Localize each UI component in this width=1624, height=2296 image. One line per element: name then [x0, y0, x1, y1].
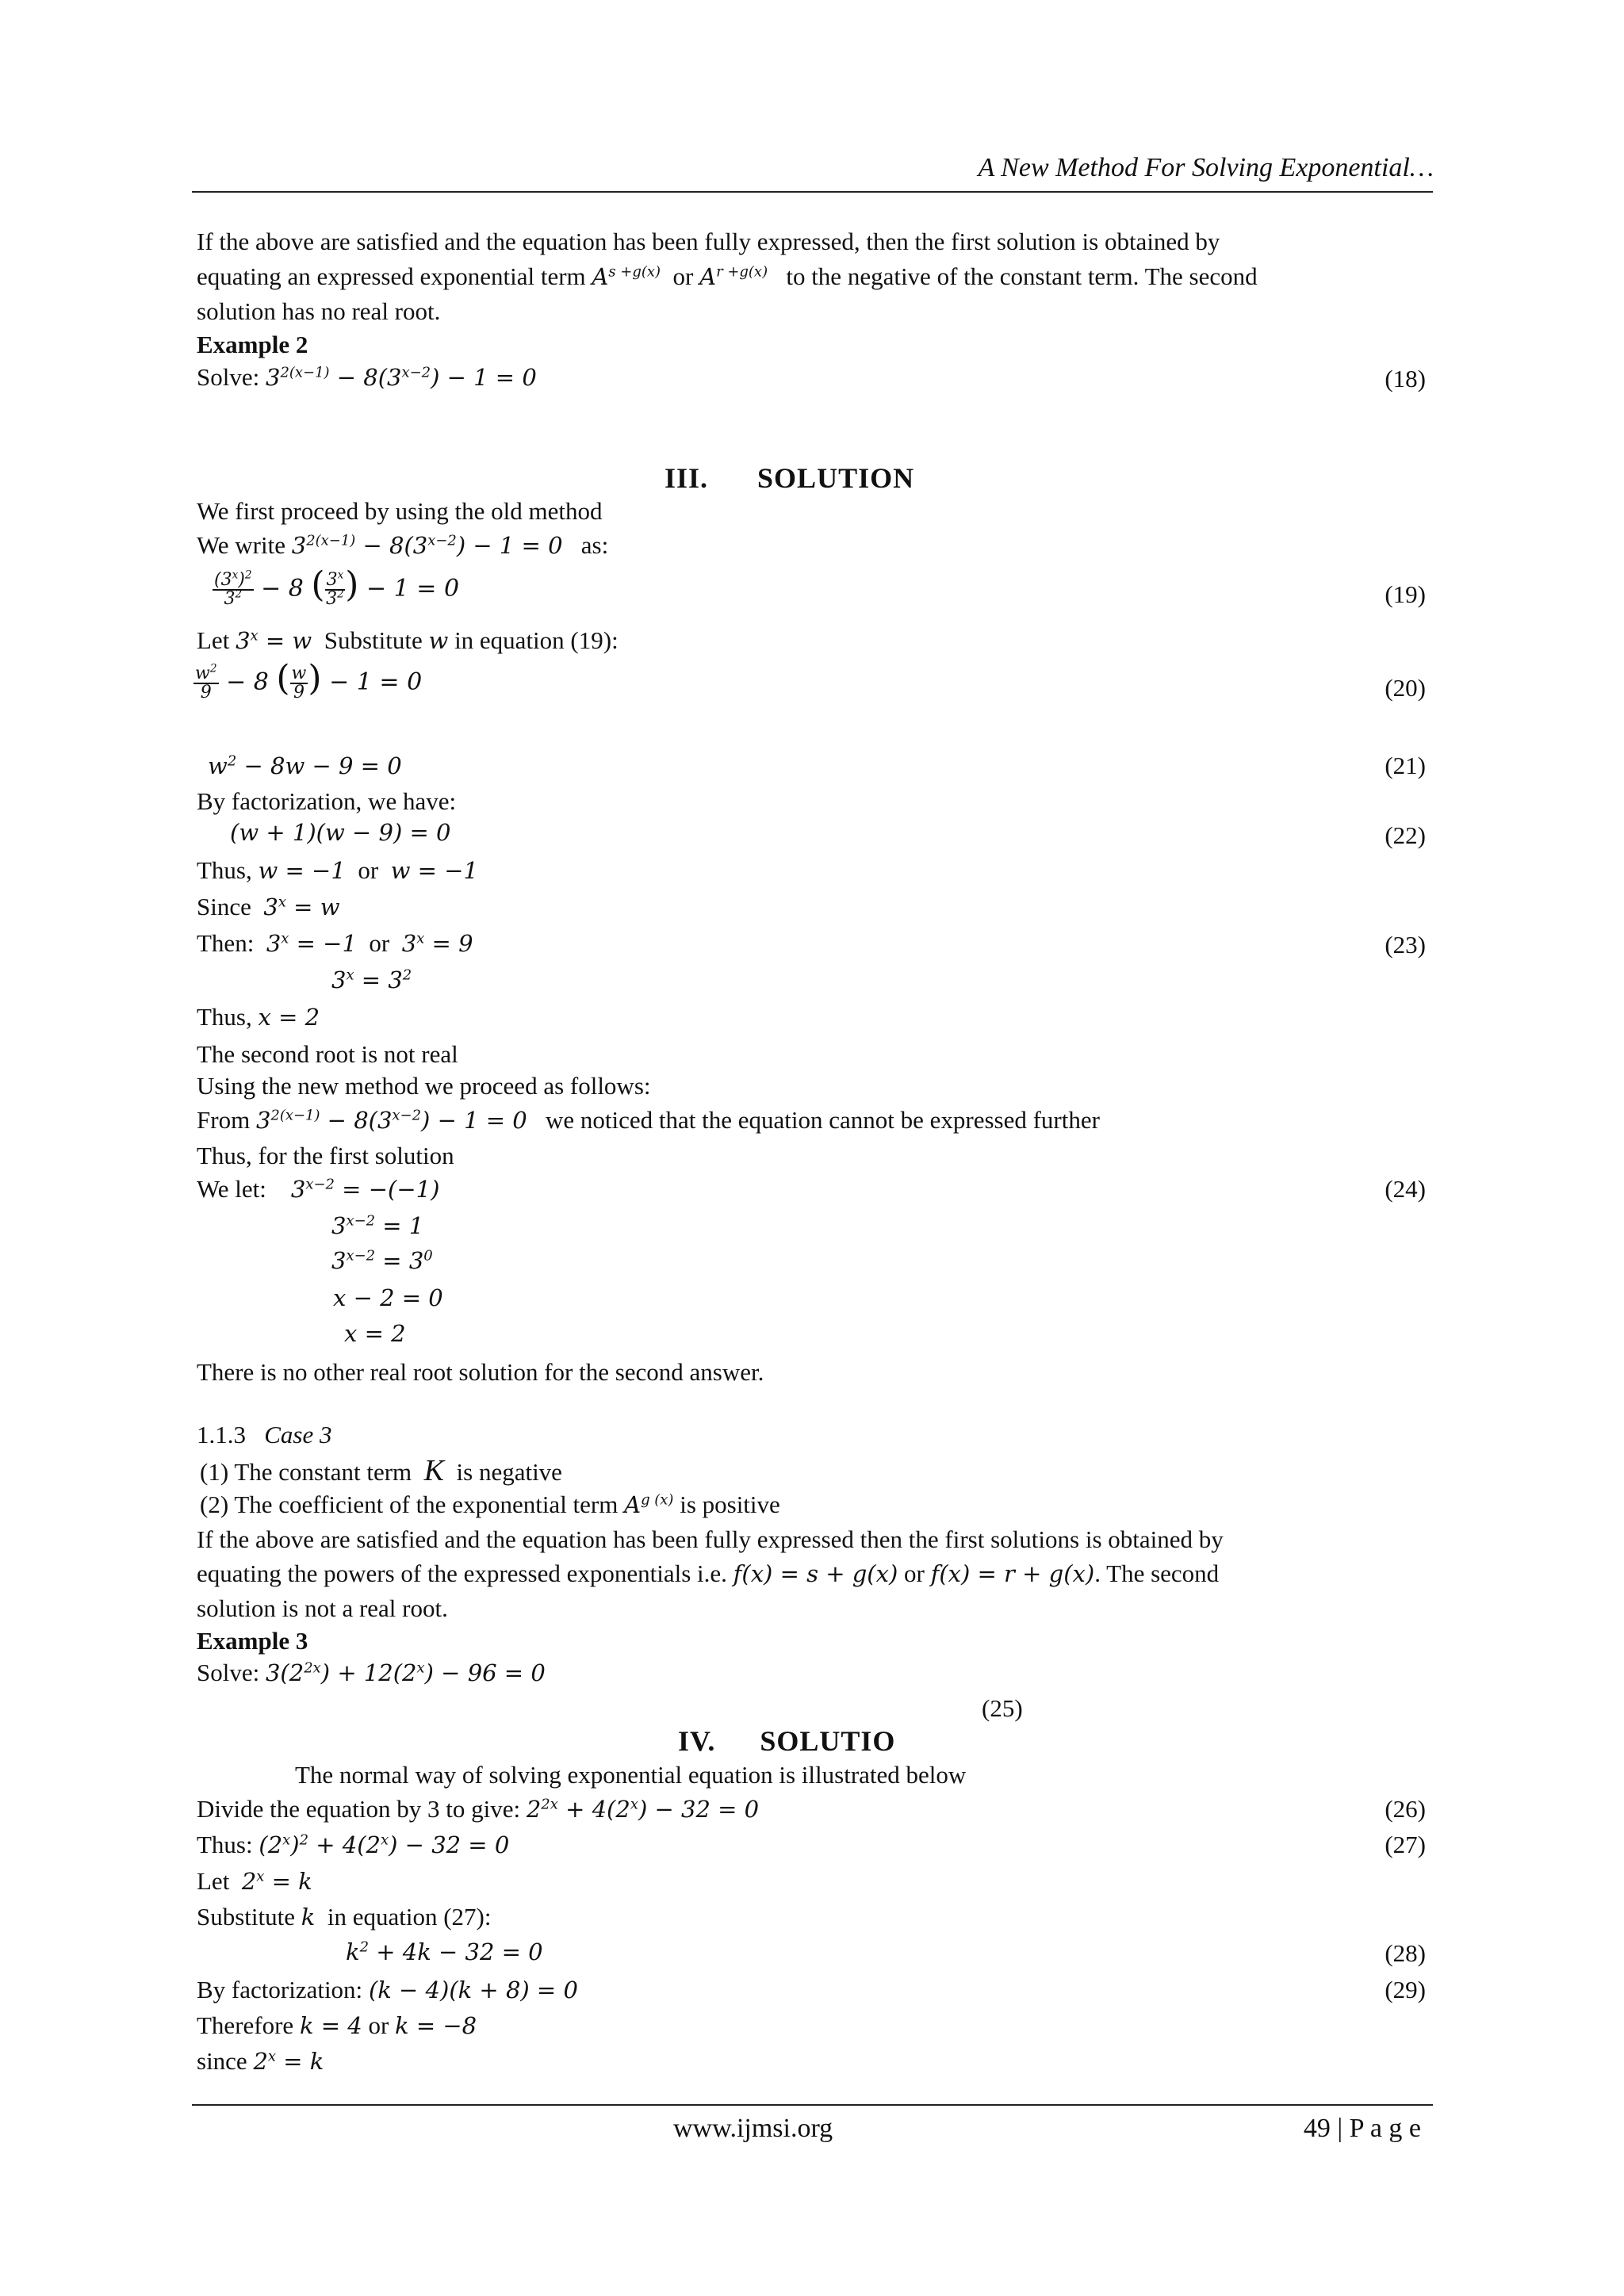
text-line: By factorization: (k − 4)(k + 8) = 0	[197, 1976, 578, 2003]
equation-number: (29)	[1385, 1976, 1426, 2003]
text-line: Let $2^x = k$	[197, 1867, 312, 1895]
equation-number: (22)	[1385, 821, 1426, 849]
text-line: The normal way of solving exponential equation is illustrated below	[295, 1761, 967, 1789]
footer-rule	[192, 2104, 1433, 2106]
equation: $3^{x-2} = 3^0$	[331, 1247, 433, 1274]
page-number: 49 | P a g e	[1303, 2114, 1421, 2143]
equation-number: (19)	[1385, 580, 1426, 608]
equation-number: (27)	[1385, 1831, 1426, 1858]
text-line: If the above are satisfied and the equation has been fully expressed, then the first solution is obtained by	[197, 228, 1220, 255]
equation: $3^{2(x-1)} - 8(3^{x-2}) - 1 = 0$	[265, 364, 537, 391]
equation-number: (23)	[1385, 931, 1426, 959]
equation: $\frac{(3^x)^2}{3^2}$ − 8 ( $\frac{3^x}{3^2}$ ) − 1 = 0	[214, 564, 460, 609]
header-rule	[192, 191, 1433, 193]
text-line: Solve: $3^{2(x-1)} - 8(3^{x-2}) - 1 = 0$	[197, 363, 537, 391]
section-heading: III. SOLUTION	[665, 462, 915, 494]
text-line: Using the new method we proceed as follows:	[197, 1072, 651, 1100]
text-line: Then: $3^x = -1$ or $3^x = 9$	[197, 929, 473, 957]
equation: $3^{x-2} = 1$	[331, 1212, 424, 1239]
text-line: equating the powers of the expressed exponentials i.e. f(x) = s + g(x) or f(x) = r + g(x). The second	[197, 1559, 1220, 1587]
text-line: We write $3^{2(x-1)} - 8(3^{x-2}) - 1 = 0$ as:	[197, 531, 609, 559]
text-line: From $3^{2(x-1)} - 8(3^{x-2}) - 1 = 0$ we noticed that the equation cannot be expressed further	[197, 1106, 1100, 1134]
math-inline: $A^{r +g(x)}$	[699, 263, 768, 290]
example-title: Example 2	[197, 331, 308, 358]
equation-number: (26)	[1385, 1795, 1426, 1823]
equation: x − 2 = 0	[333, 1284, 443, 1311]
text-line: equating an expressed exponential term $A^{s +g(x)}$ or $A^{r +g(x)}$ to the negative of the constant term. The second	[197, 262, 1258, 290]
text-line: Substitute k in equation (27):	[197, 1903, 492, 1931]
equation: $w^2 - 8w - 9 = 0$	[208, 752, 402, 779]
text-line: We let: $3^{x-2} = -(-1)$	[197, 1175, 440, 1203]
text-line: Let $3^x = w$ Substitute w in equation (19):	[197, 626, 619, 654]
text-line: We first proceed by using the old method	[197, 497, 603, 525]
equation: (w + 1)(w − 9) = 0	[230, 819, 451, 846]
text-line: If the above are satisfied and the equation has been fully expressed then the first solutions is obtained by	[197, 1525, 1224, 1553]
text-line: Thus, for the first solution	[197, 1142, 454, 1169]
equation-number: (18)	[1385, 365, 1426, 392]
equation: $k^2 + 4k - 32 = 0$	[346, 1938, 543, 1965]
text-line: (1) The constant term K is negative	[200, 1454, 562, 1487]
text-line: solution is not a real root.	[197, 1594, 448, 1622]
equation-number: (25)	[982, 1694, 1023, 1722]
section-heading: IV. SOLUTIO	[678, 1725, 896, 1757]
text-line: solution has no real root.	[197, 297, 441, 325]
equation-number: (28)	[1385, 1939, 1426, 1967]
running-title: A New Method For Solving Exponential…	[978, 153, 1434, 182]
equation-number: (21)	[1385, 752, 1426, 779]
equation-number: (20)	[1385, 674, 1426, 702]
equation: x = 2	[344, 1320, 406, 1347]
text-line: Divide the equation by 3 to give: $2^{2x} + 4(2^x) - 32 = 0$	[197, 1795, 760, 1823]
text-line: Thus, w = −1 or w = −1	[197, 856, 478, 884]
text-line: Since $3^x = w$	[197, 893, 340, 920]
text-line: (2) The coefficient of the exponential term $A^{g (x)}$ is positive	[200, 1490, 780, 1518]
text-line: There is no other real root solution for the second answer.	[197, 1358, 764, 1386]
equation-number: (24)	[1385, 1175, 1426, 1203]
text-line: Thus: $(2^x)^2 + 4(2^x) - 32 = 0$	[197, 1831, 510, 1858]
example-title: Example 3	[197, 1627, 308, 1655]
footer-website[interactable]: www.ijmsi.org	[673, 2114, 833, 2143]
equation: $\frac{w^2}{9}$ − 8 ( $\frac{w}{9}$ ) − 1 = 0	[195, 658, 423, 702]
equation: $3^x = 3^2$	[331, 966, 412, 993]
text-line: The second root is not real	[197, 1040, 458, 1068]
text-line: By factorization, we have:	[197, 787, 457, 815]
subsection-heading: 1.1.3 Case 3	[197, 1421, 332, 1448]
text-line: Thus, x = 2	[197, 1003, 320, 1031]
text-line: Therefore k = 4 or k = −8	[197, 2011, 477, 2039]
equation: $3^{2(x-1)} - 8(3^{x-2}) - 1 = 0$	[291, 532, 563, 559]
text-line: Solve: $3(2^{2x}) + 12(2^x) - 96 = 0$	[197, 1659, 546, 1686]
math-inline: $A^{s +g(x)}$	[592, 263, 661, 290]
text-line: since $2^x = k$	[197, 2047, 324, 2075]
